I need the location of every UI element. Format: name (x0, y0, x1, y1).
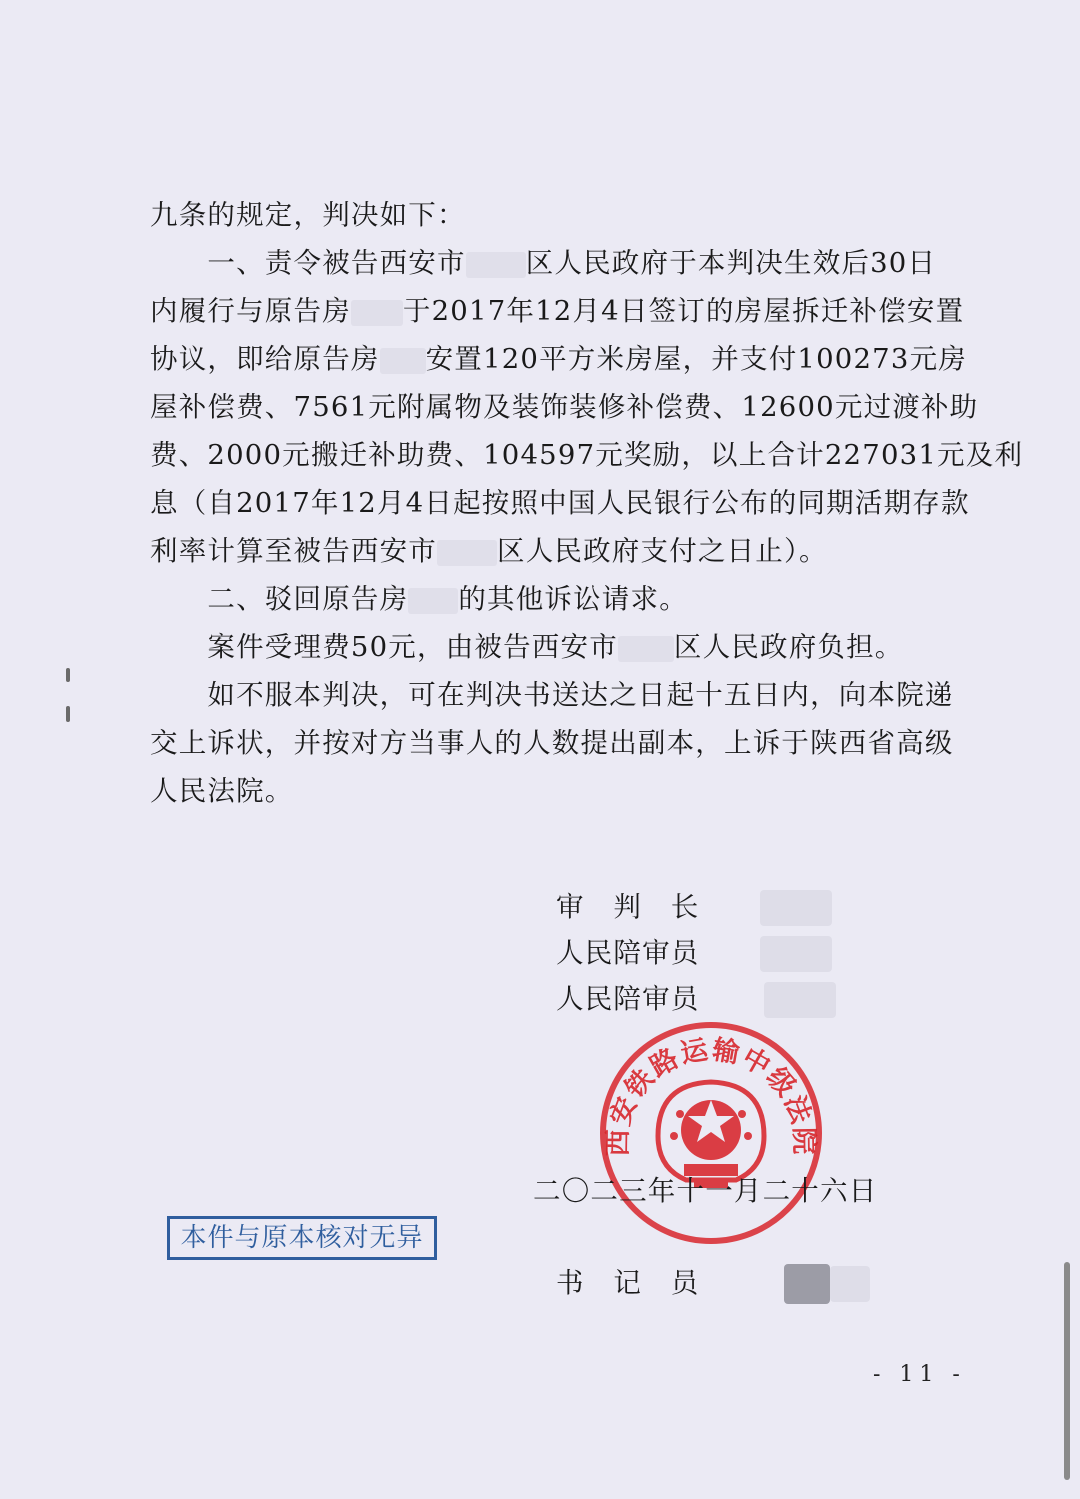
redacted-juror-name (764, 982, 836, 1018)
page-number: - 11 - (873, 1362, 966, 1387)
chief-judge-label: 审 判 长 (556, 891, 700, 923)
text-line-12: 交上诉状，并按对方当事人的人数提出副本，上诉于陕西省高级 (150, 727, 954, 759)
text-line-9: 二、驳回原告房 的其他诉讼请求。 (150, 583, 688, 615)
redacted-plaintiff-name (380, 348, 426, 374)
text-line-8: 利率计算至被告西安市 区人民政府支付之日止）。 (150, 535, 828, 567)
redacted-plaintiff-name (351, 300, 403, 326)
judgment-date: 二〇二三年十一月二十六日 (533, 1175, 878, 1207)
text-line-2: 一、责令被告西安市 区人民政府于本判决生效后30日 (150, 247, 937, 279)
text-line-5: 屋补偿费、7561元附属物及装饰装修补偿费、12600元过渡补助 (150, 391, 979, 423)
copy-verified-stamp: 本件与原本核对无异 (167, 1216, 437, 1260)
binder-hole-mark (66, 706, 70, 722)
clerk-label: 书 记 员 (556, 1267, 700, 1299)
redacted-plaintiff-name (408, 588, 458, 614)
text-line-13: 人民法院。 (150, 775, 294, 807)
redacted-juror-name (760, 936, 832, 972)
scrollbar-thumb[interactable] (1064, 1262, 1070, 1480)
redacted-clerk-name (784, 1264, 830, 1304)
redacted-district (618, 636, 674, 662)
text-line-10: 案件受理费50元，由被告西安市 区人民政府负担。 (150, 631, 904, 663)
text-line-1: 九条的规定，判决如下： (150, 199, 466, 231)
text-line-7: 息（自2017年12月4日起按照中国人民银行公布的同期活期存款 (150, 487, 970, 519)
juror-1-label: 人民陪审员 (556, 937, 700, 969)
redacted-district (437, 540, 497, 566)
svg-text:西安铁路运输中级法院: 西安铁路运输中级法院 (602, 1034, 820, 1157)
redacted-clerk-name (830, 1266, 870, 1302)
binder-hole-mark (66, 668, 70, 682)
redacted-judge-name (760, 890, 832, 926)
redacted-district (466, 252, 526, 278)
juror-2-label: 人民陪审员 (556, 983, 700, 1015)
text-line-6: 费、2000元搬迁补助费、104597元奖励，以上合计227031元及利 (150, 439, 1024, 471)
text-line-3: 内履行与原告房 于2017年12月4日签订的房屋拆迁补偿安置 (150, 295, 965, 327)
text-line-11: 如不服本判决，可在判决书送达之日起十五日内，向本院递 (150, 679, 954, 711)
text-line-4: 协议，即给原告房 安置120平方米房屋，并支付100273元房 (150, 343, 967, 375)
